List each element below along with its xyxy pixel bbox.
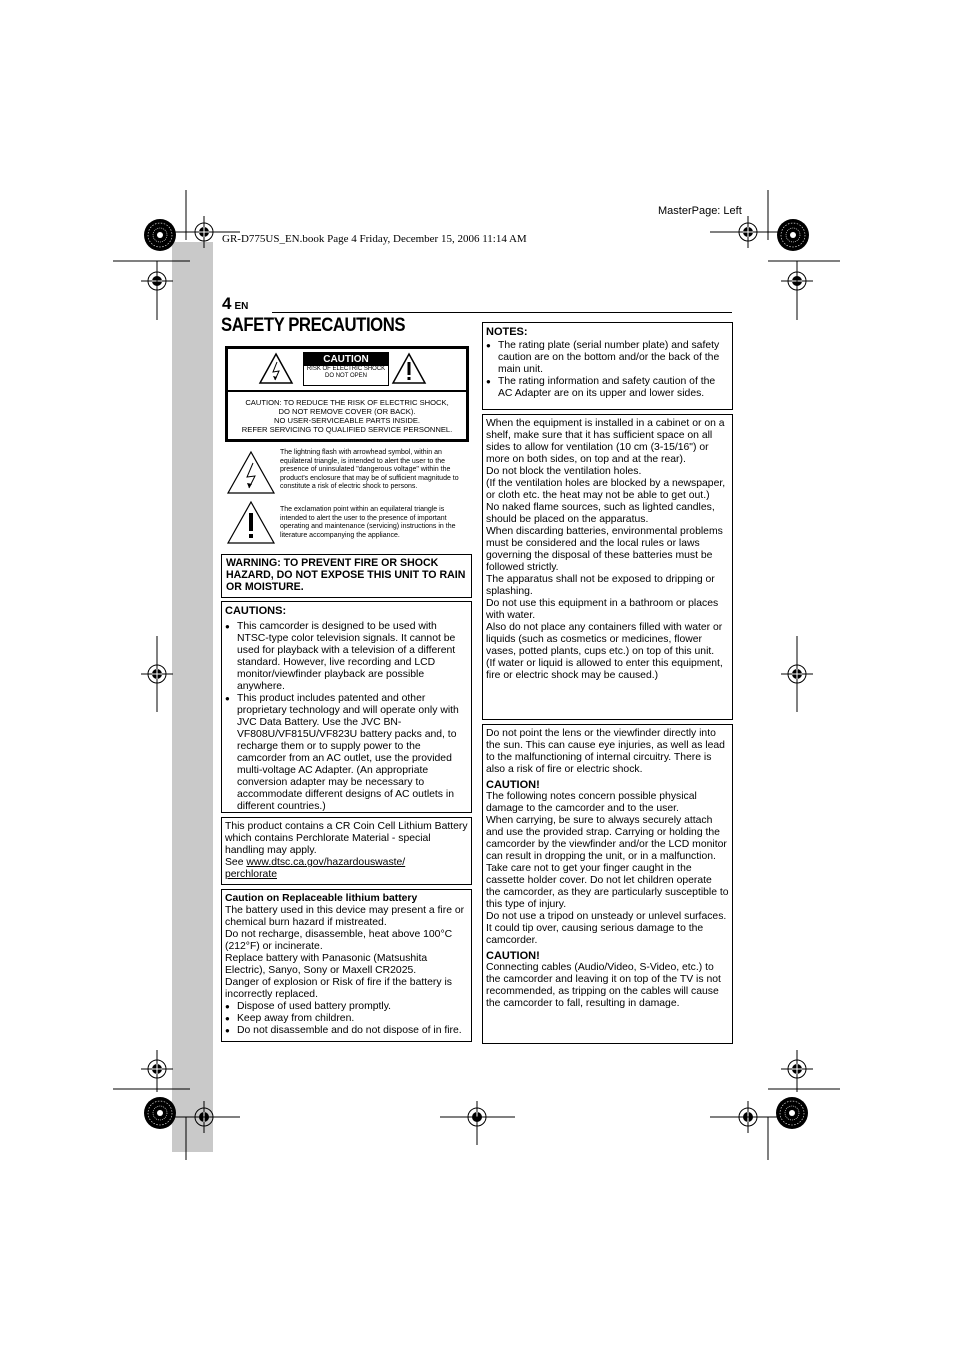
lithium-p3: Replace battery with Panasonic (Matsushita Electric), Sanyo, Sony or Maxell CR2025. xyxy=(225,953,428,976)
perchlorate-link[interactable]: www.dtsc.ca.gov/hazardouswaste/ xyxy=(246,857,406,868)
caution-line-3: NO USER-SERVICEABLE PARTS INSIDE. xyxy=(273,416,420,425)
header-rule xyxy=(272,312,732,313)
cautions-heading: CAUTIONS: xyxy=(225,605,287,617)
lightning-explanation: The lightning flash with arrowhead symbol, within an equilateral triangle, is intended to alert the user to the presence of uninsulated "dangerous voltage" within the product's enclosure that may be of sufficient magnitude to constitute a risk of electric shock to persons. xyxy=(280,449,459,491)
list-item: ● The rating plate (serial number plate) and safety caution are on the bottom and/or the back of the main unit. xyxy=(486,340,729,376)
list-item: ● The rating information and safety caution of the AC Adapter are on its upper and lower sides. xyxy=(486,376,729,400)
lens-p6: Connecting cables (Audio/Video, S-Video, etc.) to the camcorder and leaving it on top of the TV is not recommended, as tripping on the cables will cause the camcorder to fall, resulting in damage. xyxy=(486,962,721,1009)
lithium-p4: Danger of explosion or Risk of fire if the battery is incorrectly replaced. xyxy=(225,977,452,1000)
caution-line-1: CAUTION: TO REDUCE THE RISK OF ELECTRIC SHOCK, xyxy=(245,398,449,407)
vent-p5: The apparatus shall not be exposed to dripping or splashing. xyxy=(486,574,715,597)
list-item: ● Keep away from children. xyxy=(225,1013,468,1025)
lightning-symbol-icon xyxy=(226,450,276,495)
list-item: ● This camcorder is designed to be used with NTSC-type color television signals. It cannot be used for playback with a television of a different standard. However, live recording and LCD monitor/viewfinder playback are possible anywhere. xyxy=(225,621,468,693)
lens-p4: Take care not to get your finger caught in the cassette holder cover. Do not let children operate the camcorder, as they are particularly susceptible to this type of injury. xyxy=(486,863,729,910)
lightning-triangle-icon xyxy=(258,352,294,385)
lithium-p1: The battery used in this device may present a fire or chemical burn hazard if mistreated. xyxy=(225,905,465,928)
lithium-box xyxy=(221,889,472,1042)
exclamation-symbol-icon xyxy=(226,500,276,545)
book-info: GR-D775US_EN.book Page 4 Friday, December 15, 2006 11:14 AM xyxy=(222,233,527,245)
caution-line-4: REFER SERVICING TO QUALIFIED SERVICE PERSONNEL. xyxy=(241,425,453,434)
page-number-value: 4 xyxy=(222,294,232,313)
vent-p3: No naked flame sources, such as lighted candles, should be placed on the apparatus. xyxy=(486,502,715,525)
notes-box xyxy=(482,322,733,410)
perchlorate-see: See xyxy=(225,857,247,868)
exclamation-triangle-icon xyxy=(391,352,427,385)
lens-box xyxy=(482,724,733,1044)
vent-p1: When the equipment is installed in a cabinet or on a shelf, make sure that it has sufficient space on all sides to allow for ventilation (10 cm (3-15/16") or more on both sides, on top and at the rear). xyxy=(486,418,725,465)
list-item: ● Dispose of used battery promptly. xyxy=(225,1001,468,1013)
lens-p5: Do not use a tripod on unsteady or unlevel surfaces. It could tip over, causing serious damage to the camcorder. xyxy=(486,911,727,946)
perchlorate-text: This product contains a CR Coin Cell Lithium Battery which contains Perchlorate Material - special handling may apply. xyxy=(225,821,468,856)
notes-heading: NOTES: xyxy=(486,326,528,338)
lens-p3: When carrying, be sure to always securely attach and use the provided strap. Carrying or holding the camcorder by the viewfinder and/or the LCD monitor can result in dropping the unit, or in a malfunction. xyxy=(486,815,727,862)
lens-p2: The following notes concern possible physical damage to the camcorder and to the user. xyxy=(486,791,697,814)
caution-heading-1: CAUTION! xyxy=(486,779,540,791)
list-item: ● Do not disassemble and do not dispose of in fire. xyxy=(225,1025,468,1037)
ventilation-box xyxy=(482,414,733,720)
perchlorate-box xyxy=(221,817,472,885)
lithium-p2: Do not recharge, disassemble, heat above 100°C (212°F) or incinerate. xyxy=(225,929,453,952)
lithium-heading: Caution on Replaceable lithium battery xyxy=(225,893,418,904)
vent-p6: Do not use this equipment in a bathroom or places with water. Also do not place any containers filled with water or liquids (such as cosmetics or medicines, flower vases, potted plants, cups etc.) on top of this unit. (If water or liquid is allowed to enter this equipment, fire or electric shock may be caused.) xyxy=(486,598,723,681)
lens-p1: Do not point the lens or the viewfinder directly into the sun. This can cause eye injuries, as well as lead to the malfunctioning of internal circuitry. There is also a risk of fire or electric shock. xyxy=(486,728,725,775)
cautions-box xyxy=(221,601,472,813)
caution-label xyxy=(303,352,389,386)
vent-p4: When discarding batteries, environmental problems must be considered and the local rules or laws governing the disposal of these batteries must be followed strictly. xyxy=(486,526,723,573)
page-lang: EN xyxy=(234,301,249,312)
page-title: SAFETY PRECAUTIONS xyxy=(221,315,406,336)
master-page-label: MasterPage: Left xyxy=(658,205,742,217)
caution-label-sub1: RISK OF ELECTRIC SHOCK xyxy=(306,366,386,372)
vent-p2: Do not block the ventilation holes. (If the ventilation holes are blocked by a newspaper, or cloth etc. the heat may not be able to get out.) xyxy=(486,466,726,501)
exclamation-explanation: The exclamation point within an equilateral triangle is intended to alert the user to the presence of important operating and maintenance (servicing) instructions in the literature accompanying the appliance. xyxy=(280,506,456,539)
caution-label-sub2: DO NOT OPEN xyxy=(325,373,367,379)
list-item: ● This product includes patented and other proprietary technology and will operate only with JVC Data Battery. Use the JVC BN-VF808U/VF815U/VF823U battery packs and, to recharge them or to supply power to the camcorder from an AC outlet, use the provided multi-voltage AC Adapter. (An appropriate conversion adapter may be necessary to accommodate different designs of AC outlets in different countries.) xyxy=(225,693,468,813)
perchlorate-link-cont[interactable]: perchlorate xyxy=(225,869,277,880)
caution-line-2: DO NOT REMOVE COVER (OR BACK). xyxy=(278,407,416,416)
caution-heading-2: CAUTION! xyxy=(486,950,540,962)
page-number xyxy=(222,294,248,314)
warning-box: WARNING: TO PREVENT FIRE OR SHOCK HAZARD, DO NOT EXPOSE THIS UNIT TO RAIN OR MOISTURE. xyxy=(221,554,472,598)
caution-label-title: CAUTION xyxy=(304,353,388,366)
